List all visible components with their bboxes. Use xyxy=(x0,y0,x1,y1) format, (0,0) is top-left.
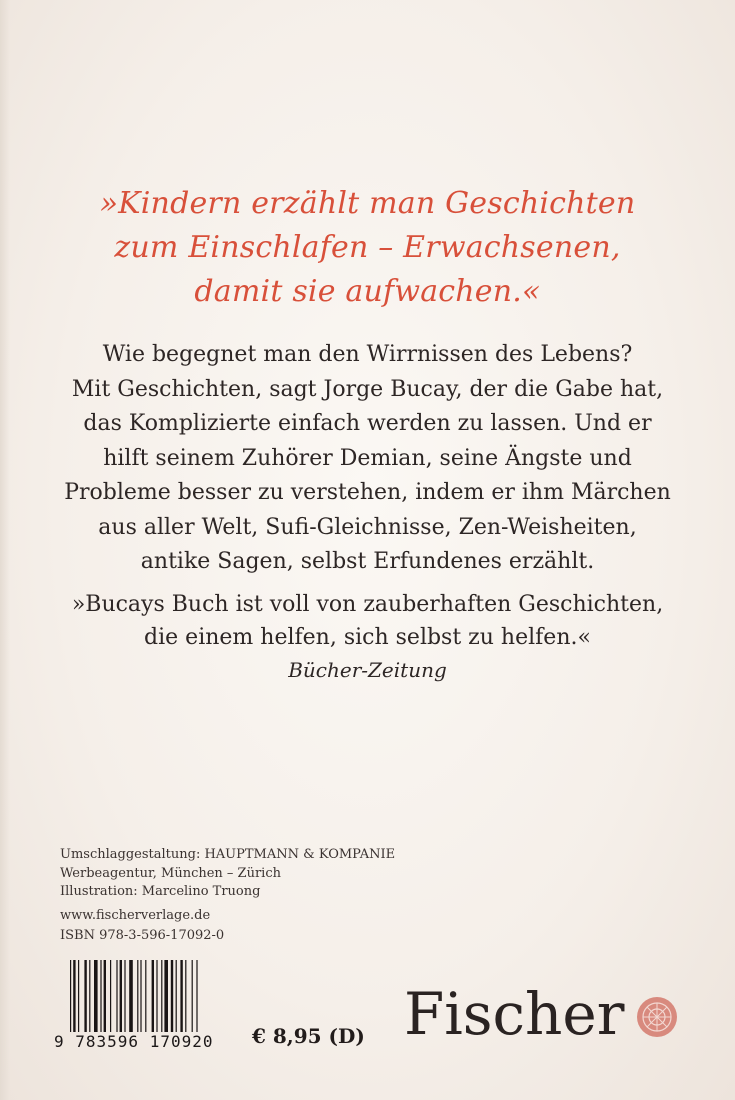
quote-line: zum Einschlafen – Erwachsenen, xyxy=(114,230,621,265)
credits-block xyxy=(60,846,395,902)
price-label: € 8,95 (D) xyxy=(252,1024,365,1048)
isbn-text: ISBN 978-3-596-17092-0 xyxy=(60,928,225,943)
description-line: Wie begegnet man den Wirrnissen des Lebens? xyxy=(102,342,633,367)
cover-edge xyxy=(0,0,10,1100)
website-link[interactable]: www.fischerverlage.de xyxy=(60,908,211,923)
description-text xyxy=(60,338,675,580)
review-source: Bücher-Zeitung xyxy=(288,658,447,682)
barcode-bars xyxy=(70,960,240,1032)
quote-line: damit sie aufwachen.« xyxy=(194,274,541,309)
description-line: hilft seinem Zuhörer Demian, seine Ängste und xyxy=(103,445,632,471)
description-line: das Komplizierte einfach werden zu lassen. Und er xyxy=(83,411,652,436)
publisher-name: Fischer xyxy=(404,980,625,1048)
review-quote xyxy=(60,588,675,687)
credit-line: Umschlaggestaltung: HAUPTMANN & KOMPANIE xyxy=(60,847,396,862)
review-line: »Bucays Buch ist voll von zauberhaften Geschichten, xyxy=(71,592,664,617)
review-line: die einem helfen, sich selbst zu helfen.« xyxy=(144,625,591,650)
headline-quote xyxy=(60,182,675,314)
barcode-number: 9 783596 170920 xyxy=(54,1032,214,1051)
description-line: Mit Geschichten, sagt Jorge Bucay, der die Gabe hat, xyxy=(71,376,664,402)
description-line: antike Sagen, selbst Erfundenes erzählt. xyxy=(140,549,595,574)
description-line: aus aller Welt, Sufi-Gleichnisse, Zen-Weisheiten, xyxy=(98,514,637,540)
fischer-rosette-logo-icon xyxy=(636,996,678,1038)
quote-line: »Kindern erzählt man Geschichten xyxy=(99,186,636,221)
description-line: Probleme besser zu verstehen, indem er ihm Märchen xyxy=(64,480,671,505)
barcode xyxy=(54,956,240,1056)
publisher-info xyxy=(60,906,224,946)
credit-line: Werbeagentur, München – Zürich xyxy=(60,865,281,881)
credit-line: Illustration: Marcelino Truong xyxy=(60,884,261,899)
